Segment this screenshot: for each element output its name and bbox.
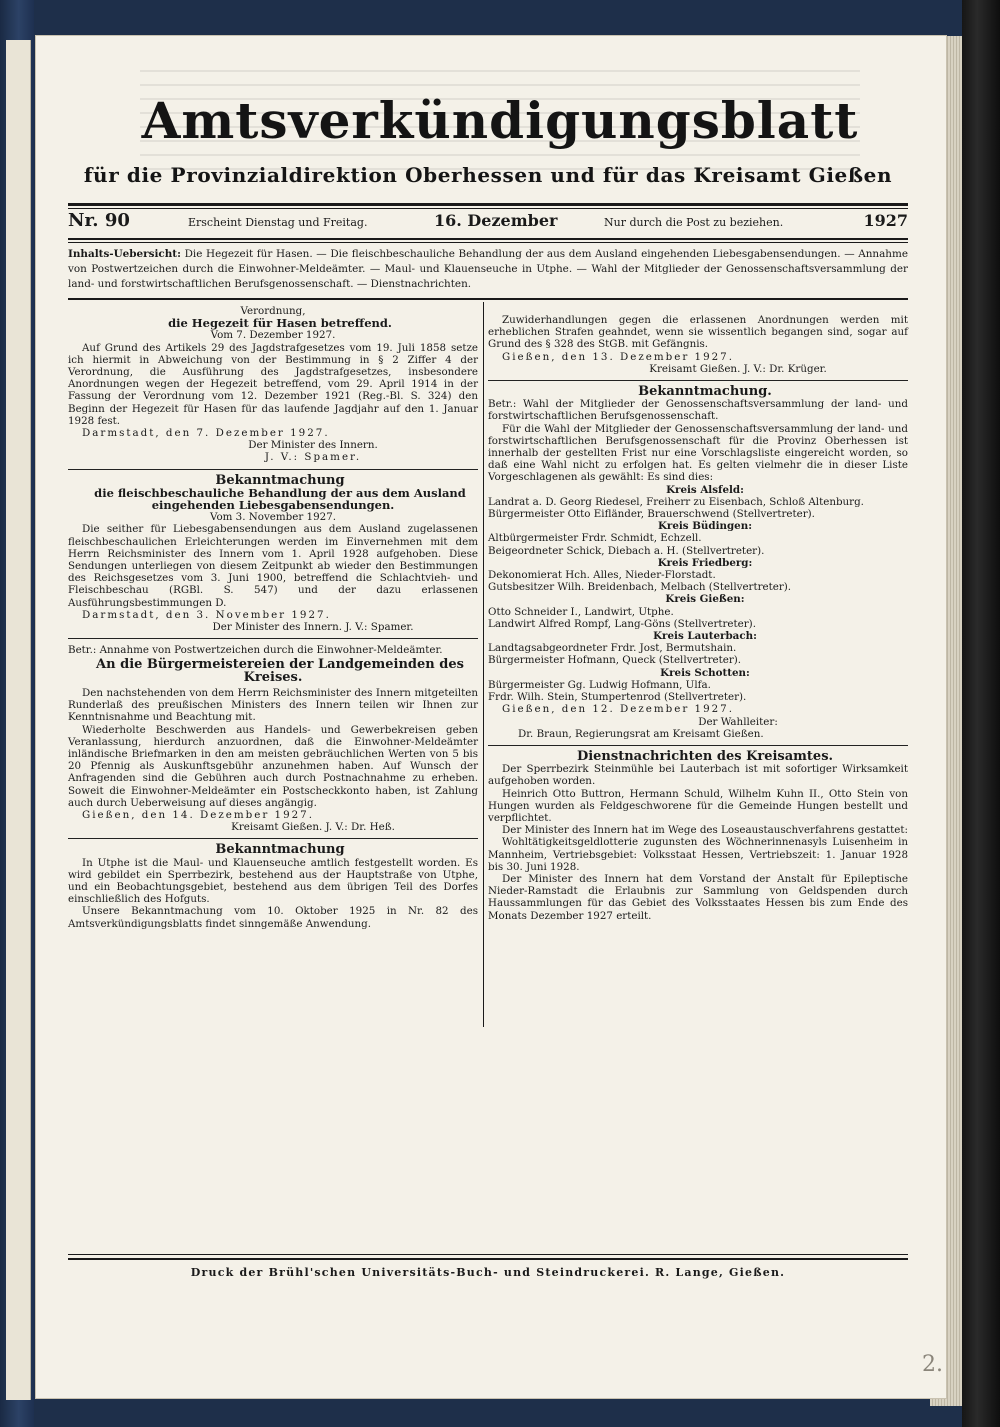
article-subject: Betr.: Wahl der Mitglieder der Genossenschaftsversammlung der land- und forstwirtschaftlichen Berufsgenossenschaft. (488, 398, 908, 423)
masthead-subtitle: für die Provinzialdirektion Oberhessen und für das Kreisamt Gießen (83, 163, 893, 187)
issue-schedule: Erscheint Dienstag und Freitag. (188, 216, 368, 229)
article-body: Zuwiderhandlungen gegen die erlassenen Anordnungen werden mit erheblichen Strafen geahndet, wenn sie wissentlich begangen sind, sogar auf Grund des § 328 des StGB. mit Gefängnis. (488, 314, 908, 351)
section-rule (488, 745, 908, 746)
article-title: An die Bürgermeistereien der Landgemeinden des Kreises. (96, 657, 464, 685)
article-body: Der Minister des Innern hat dem Vorstand der Anstalt für Epileptische Nieder-Ramstadt die Erlaubnis zur Sammlung von Geldspenden durch Haussammlungen für das Gebiet des Volksstaates Hessen bis zum Ende des Monats Dezember 1927 erteilt. (488, 872, 908, 922)
article-title: Bekanntmachung (215, 842, 345, 858)
right-column (488, 314, 908, 922)
member-entry: Landwirt Alfred Rompf, Lang-Göns (Stellvertreter). (488, 617, 756, 630)
issue-number: Nr. 90 (68, 210, 130, 231)
member-entry: Bürgermeister Hofmann, Queck (Stellvertreter). (488, 654, 742, 667)
article-place-date: Gießen, den 13. Dezember 1927. (502, 350, 734, 363)
member-entry: Landtagsabgeordneter Frdr. Jost, Bermutshain. (488, 642, 737, 655)
article-body: Für die Wahl der Mitglieder der Genossenschaftsversammlung der land- und forstwirtschaftlichen Berufsgenossenschaft für die Provinz Oberhessen ist innerhalb der gestellten Frist nur eine Vorschlagsliste eingereicht worden, so daß eine Wahl nicht zu erfolgen hat. Es gelten vielmehr die in dieser Liste Vorgeschlagenen als gewählt: Es sind dies: (488, 422, 908, 484)
article-body: In Utphe ist die Maul- und Klauenseuche amtlich festgestellt worden. Es wird gebildet ein Sperrbezirk, bestehend aus der Hauptstraße von Utphe, und ein Beobachtungsgebiet, bestehend aus dem übrigen Teil des Dorfes einschließlich des Hofguts. (68, 856, 478, 906)
article-kicker: Verordnung, (240, 305, 306, 317)
member-entry: Gutsbesitzer Wilh. Breidenbach, Melbach (Stellvertreter). (488, 581, 792, 594)
column-divider (483, 302, 484, 1027)
article-title: die fleischbeschauliche Behandlung der aus dem Ausland eingehenden Liebesgabensendungen. (94, 485, 466, 513)
article-body: Unsere Bekanntmachung vom 10. Oktober 1925 in Nr. 82 des Amtsverkündigungsblatts findet sinngemäße Anwendung. (68, 905, 478, 930)
issue-date: 16. Dezember (434, 211, 558, 230)
district-heading: Kreis Friedberg: (657, 556, 753, 569)
article-place-date: Gießen, den 12. Dezember 1927. (502, 703, 734, 716)
member-entry: Bürgermeister Otto Eifländer, Brauerschwend (Stellvertreter). (488, 508, 815, 521)
top-rule-thick (68, 203, 908, 206)
toc-rule (68, 298, 908, 300)
member-entry: Dekonomierat Hch. Alles, Nieder-Florstadt. (488, 569, 716, 582)
issue-subscription-note: Nur durch die Post zu beziehen. (604, 216, 784, 229)
issue-line (68, 212, 908, 236)
issue-year: 1927 (863, 211, 908, 230)
article-body: Den nachstehenden von dem Herrn Reichsminister des Innern mitgeteilten Runderlaß des preußischen Ministers des Innern teilen wir Ihnen zur Kenntnisnahme und Beachtung mit. (68, 686, 478, 724)
article-title: die Hegezeit für Hasen betreffend. (168, 316, 392, 331)
section-rule (488, 380, 908, 381)
article-date: Vom 7. Dezember 1927. (210, 329, 336, 342)
issue-rule-thick (68, 238, 908, 240)
district-heading: Kreis Lauterbach: (653, 630, 757, 643)
district-heading: Kreis Gießen: (665, 593, 745, 606)
district-heading: Kreis Schotten: (660, 666, 750, 679)
article-signature: Der Wahlleiter: (698, 715, 778, 728)
article-date: Vom 3. November 1927. (209, 511, 337, 524)
book-binding-right (962, 0, 1000, 1427)
article-body: Der Minister des Innern hat im Wege des Loseaustauschverfahrens gestattet: (502, 824, 908, 837)
article-body: Der Sperrbezirk Steinmühle bei Lauterbach ist mit sofortiger Wirksamkeit aufgehoben worden. (488, 763, 908, 788)
article-signature: Dr. Braun, Regierungsrat am Kreisamt Gießen. (518, 727, 764, 740)
footer-rule-thin (68, 1254, 908, 1255)
left-column (68, 305, 478, 930)
article-title: Bekanntmachung. (638, 384, 772, 400)
member-entry: Frdr. Wilh. Stein, Stumpertenrod (Stellvertreter). (488, 691, 747, 704)
article-place-date: Darmstadt, den 3. November 1927. (82, 608, 331, 621)
article-place-date: Gießen, den 14. Dezember 1927. (82, 808, 314, 821)
printer-imprint: Druck der Brühl'schen Universitäts-Buch- und Steindruckerei. R. Lange, Gießen. (190, 1266, 786, 1279)
article-signature: J. V.: Spamer. (264, 451, 362, 464)
table-of-contents (68, 247, 908, 292)
district-heading: Kreis Alsfeld: (666, 483, 744, 496)
section-rule (68, 638, 478, 639)
article-body: Auf Grund des Artikels 29 des Jagdstrafgesetzes vom 19. Juli 1858 setze ich hiermit in Abweichung von der Bestimmung in § 2 Ziffer 4 der Verordnung, die Ausführung des Jagdstrafgesetzes, insbesondere Anordnungen wegen der Hegezeit betreffend, vom 29. April 1914 in der Fassung der Verordnung vom 12. Dezember 1921 (Reg.-Bl. S. 324) den Beginn der Hegezeit für Hasen für das laufende Jagdjahr auf den 1. Januar 1928 fest. (68, 341, 478, 427)
article-place-date: Darmstadt, den 7. Dezember 1927. (82, 427, 330, 440)
member-entry: Landrat a. D. Georg Riedesel, Freiherr zu Eisenbach, Schloß Altenburg. (488, 495, 864, 508)
top-rule-thin (68, 208, 908, 209)
article-body: Heinrich Otto Buttron, Hermann Schuld, Wilhelm Kuhn II., Otto Stein von Hungen wurden als Feldgeschworene für die Gemeinde Hungen bestellt und verpflichtet. (488, 787, 908, 824)
masthead-title: Amtsverkündigungsblatt (141, 91, 859, 150)
article-body: Wohltätigkeitsgeldlotterie zugunsten des Wöchnerinnenasyls Luisenheim in Mannheim, Vertriebsgebiet: Volksstaat Hessen, Vertriebszeit: 1. Januar 1928 bis 30. Juni 1928. (488, 836, 908, 873)
article-kicker: Bekanntmachung (215, 472, 345, 488)
section-rule (68, 838, 478, 839)
member-entry: Altbürgermeister Frdr. Schmidt, Echzell. (488, 532, 702, 545)
article-body: Wiederholte Beschwerden aus Handels- und Gewerbekreisen geben Veranlassung, hierdurch anzuordnen, daß die Einwohner-Meldeämter inländische Briefmarken in den am meisten gebräuchlichen Werten von 5 bis 20 Pfennig als Auskunftsgebühr anzunehmen haben. Auf Wunsch der Anfragenden sind die Gebühren auch durch Postnachnahme zu erheben. Soweit die Einwohner-Meldeämter ein Postscheckkonto haben, ist Zahlung auch durch Ueberweisung auf dieses angängig. (68, 723, 478, 809)
article-signature: Der Minister des Innern. J. V.: Spamer. (212, 621, 414, 634)
member-entry: Bürgermeister Gg. Ludwig Hofmann, Ulfa. (488, 678, 711, 691)
article-signature: Kreisamt Gießen. J. V.: Dr. Krüger. (649, 362, 827, 375)
toc-label: Inhalts-Uebersicht: (68, 248, 181, 260)
toc-text: Die Hegezeit für Hasen. — Die fleischbeschauliche Behandlung der aus dem Ausland eingehenden Liebesgabensendungen. — Annahme von Postwertzeichen durch die Einwohner-Meldeämter. — Maul- und Klauenseuche in Utphe. — Wahl der Mitglieder der Genossenschaftsversammlung der land- und forstwirtschaftlichen Berufsgenossenschaft. — Dienstnachrichten. (68, 248, 908, 290)
section-rule (68, 469, 478, 470)
article-body: Die seither für Liebesgabensendungen aus dem Ausland zugelassenen fleischbeschaulichen Erleichterungen werden im Einvernehmen mit dem Herrn Reichsminister des Innern vom 1. April 1928 aufgehoben. Diese Sendungen unterliegen von diesem Zeitpunkt ab wieder den Bestimmungen des Reichsgesetzes vom 3. Juni 1900, betreffend die Schlachtvieh- und Fleischbeschau (RGBl. S. 547) und der dazu erlassenen Ausführungsbestimmungen D. (68, 523, 478, 609)
previous-page-edge (6, 40, 31, 1400)
article-signature: Der Minister des Innern. (248, 439, 378, 452)
issue-rule-thin (68, 242, 908, 243)
member-entry: Beigeordneter Schick, Diebach a. H. (Stellvertreter). (488, 544, 765, 557)
article-signature: Kreisamt Gießen. J. V.: Dr. Heß. (231, 821, 395, 834)
footer-rule-thick (68, 1258, 908, 1260)
pencil-page-mark: 2. (922, 1352, 943, 1377)
article-title: Dienstnachrichten des Kreisamtes. (576, 748, 834, 764)
district-heading: Kreis Büdingen: (657, 520, 753, 533)
member-entry: Otto Schneider I., Landwirt, Utphe. (488, 605, 674, 618)
article-subject: Betr.: Annahme von Postwertzeichen durch die Einwohner-Meldeämter. (68, 644, 443, 657)
